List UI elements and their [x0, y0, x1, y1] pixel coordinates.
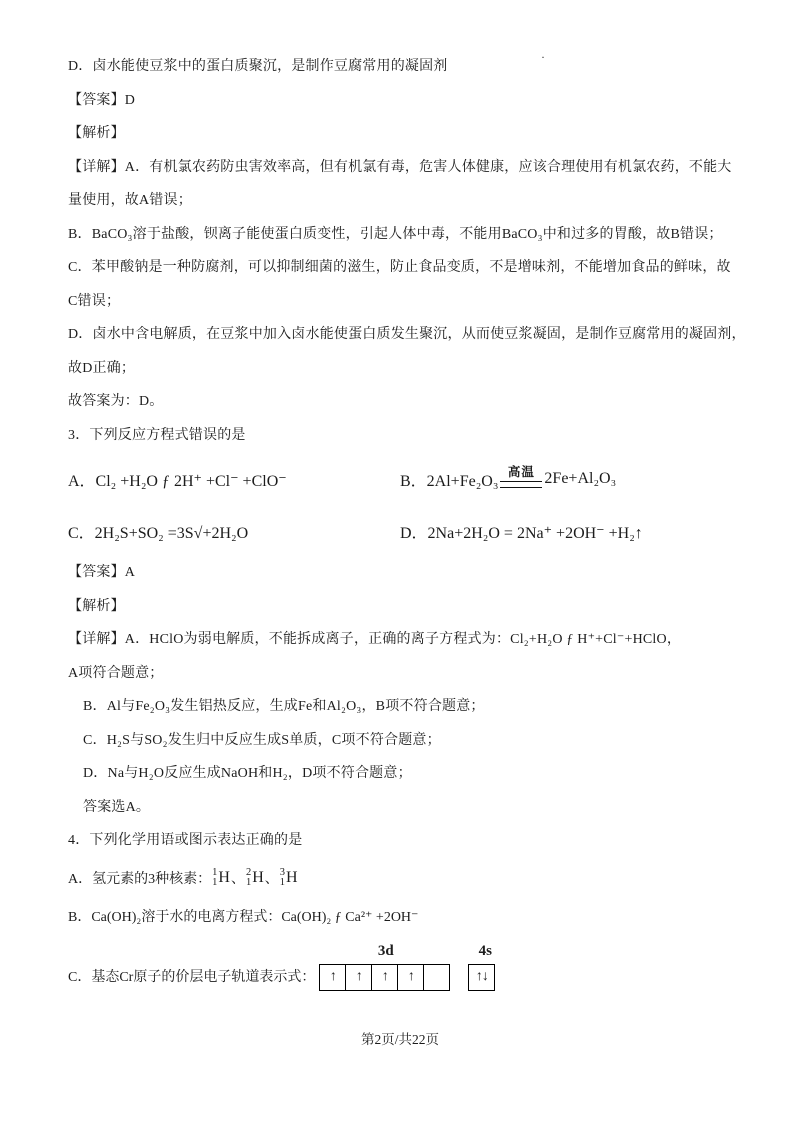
orbital-box [424, 964, 450, 991]
q3-option-b [400, 465, 744, 491]
q3-detail-line: B．Al与Fe₂O₃发生铝热反应，生成Fe和Al₂O₃，B项不符合题意； [83, 699, 485, 714]
q4-question-title: 4．下列化学用语或图示表达正确的是 [68, 833, 303, 848]
mass-number: 2 [245, 866, 252, 878]
orbital-box: ↑ [346, 964, 372, 991]
q3-detail-line: A项符合题意； [68, 665, 164, 681]
orbital-boxes [319, 964, 500, 991]
q3-option-d: D．2Na+2H₂O = 2Na⁺ +2OH⁻ +H₂↑ [400, 524, 643, 542]
q3-analysis-label: 【解析】 [68, 598, 125, 614]
q3-option-a: A．Cl₂ +H₂O ƒ 2H⁺ +Cl⁻ +ClO⁻ [68, 472, 287, 490]
condition-text: 高温 [507, 465, 535, 480]
q3-option-b-products: 2Fe+Al₂O₃ [544, 470, 617, 487]
q2-detail-line: C．苯甲酸钠是一种防腐剂，可以抑制细菌的滋生，防止食品变质，不是增味剂，不能增加食品的鲜味，故 [68, 260, 731, 275]
orbital-4s-group [468, 964, 495, 991]
element-symbol: H [218, 868, 230, 886]
orbital-box: ↑ [319, 964, 346, 991]
q3-question-title: 3．下列反应方程式错误的是 [68, 427, 246, 443]
element-symbol: H [252, 868, 264, 886]
orbital-3d-group [319, 964, 450, 991]
q3-answer-label: 【答案】A [68, 565, 136, 580]
q2-detail-line: C错误； [68, 293, 121, 309]
reaction-condition [500, 466, 542, 488]
mass-number: 3 [279, 866, 285, 878]
q3-detail-line: C．H₂S与SO₂发生归中反应生成S单质，C项不符合题意； [83, 732, 441, 748]
orbital-box: ↑↓ [468, 964, 495, 991]
q2-detail-line: 量使用，故A错误； [68, 193, 192, 208]
q3-detail-line: D．Na与H₂O反应生成NaOH和H₂，D项不符合题意； [83, 766, 412, 781]
orbital-4s-label: 4s [478, 942, 493, 959]
nuclide-separator: 、 [230, 871, 245, 887]
q4-option-a-text: A．氢元素的3种核素： [68, 871, 212, 887]
q2-conclusion-line: 故答案为：D。 [68, 394, 164, 409]
nuclide-tritium [280, 868, 298, 888]
nuclide-deuterium [246, 868, 264, 888]
q3-options-row-2 [68, 506, 744, 556]
q4-option-c-text: C．基态Cr原子的价层电子轨道表示式： [68, 969, 316, 985]
atomic-number: 1 [245, 876, 252, 888]
q2-answer-label: 【答案】D [68, 92, 136, 108]
q4-option-b: B．Ca(OH)₂溶于水的电离方程式：Ca(OH)₂ ƒ Ca²⁺ +2OH⁻ [68, 909, 419, 925]
q2-detail-line: 【详解】A．有机氯农药防虫害效率高，但有机氯有毒，危害人体健康，应该合理使用有机氯农药，不能大 [68, 159, 732, 175]
nuclide-numbers [212, 868, 217, 888]
q3-option-b-reactants: B．2Al+Fe₂O₃ [400, 472, 499, 490]
orbital-box: ↑ [372, 964, 398, 991]
atomic-number: 1 [279, 876, 285, 888]
q3-options-row-1 [68, 452, 744, 506]
q3-detail-line: 【详解】A．HClO为弱电解质，不能拆成离子，正确的离子方程式为：Cl₂+H₂O ƒ H⁺+Cl⁻+HClO， [68, 632, 682, 647]
q2-option-d: D．卤水能使豆浆中的蛋白质聚沉，是制作豆腐常用的凝固剂 [68, 59, 448, 74]
nuclide-numbers [246, 868, 251, 888]
q4-option-c [68, 942, 744, 991]
double-line-icon [500, 481, 542, 488]
page-footer: 第2页/共22页 [360, 1032, 439, 1047]
orbital-3d-label: 3d [377, 942, 394, 959]
q3-conclusion-line: 答案选A。 [83, 799, 151, 815]
q2-analysis-label: 【解析】 [68, 126, 125, 141]
q2-detail-line: 故D正确； [68, 360, 136, 376]
mass-number: 1 [212, 866, 218, 878]
orbital-label-gap [452, 942, 470, 960]
q3-option-c: C．2H₂S+SO₂ =3S√+2H₂O [68, 524, 249, 542]
page-content [68, 50, 744, 991]
q2-detail-line: D．卤水中含电解质，在豆浆中加入卤水能使蛋白质发生聚沉，从而使豆浆凝固，是制作豆腐常用的凝固剂， [68, 327, 746, 342]
q4-option-a [68, 858, 744, 898]
element-symbol: H [286, 868, 298, 886]
stray-mark: · [541, 50, 545, 64]
nuclide-numbers [280, 868, 285, 888]
orbital-labels [319, 942, 500, 960]
orbital-box: ↑ [398, 964, 424, 991]
orbital-diagram [319, 942, 500, 991]
q2-detail-line: B．BaCO₃溶于盐酸，钡离子能使蛋白质变性，引起人体中毒，不能用BaCO₃中和过多的胃酸，故B错误； [68, 226, 723, 242]
atomic-number: 1 [212, 876, 218, 888]
nuclide-protium [212, 868, 230, 888]
nuclide-separator: 、 [264, 871, 279, 887]
